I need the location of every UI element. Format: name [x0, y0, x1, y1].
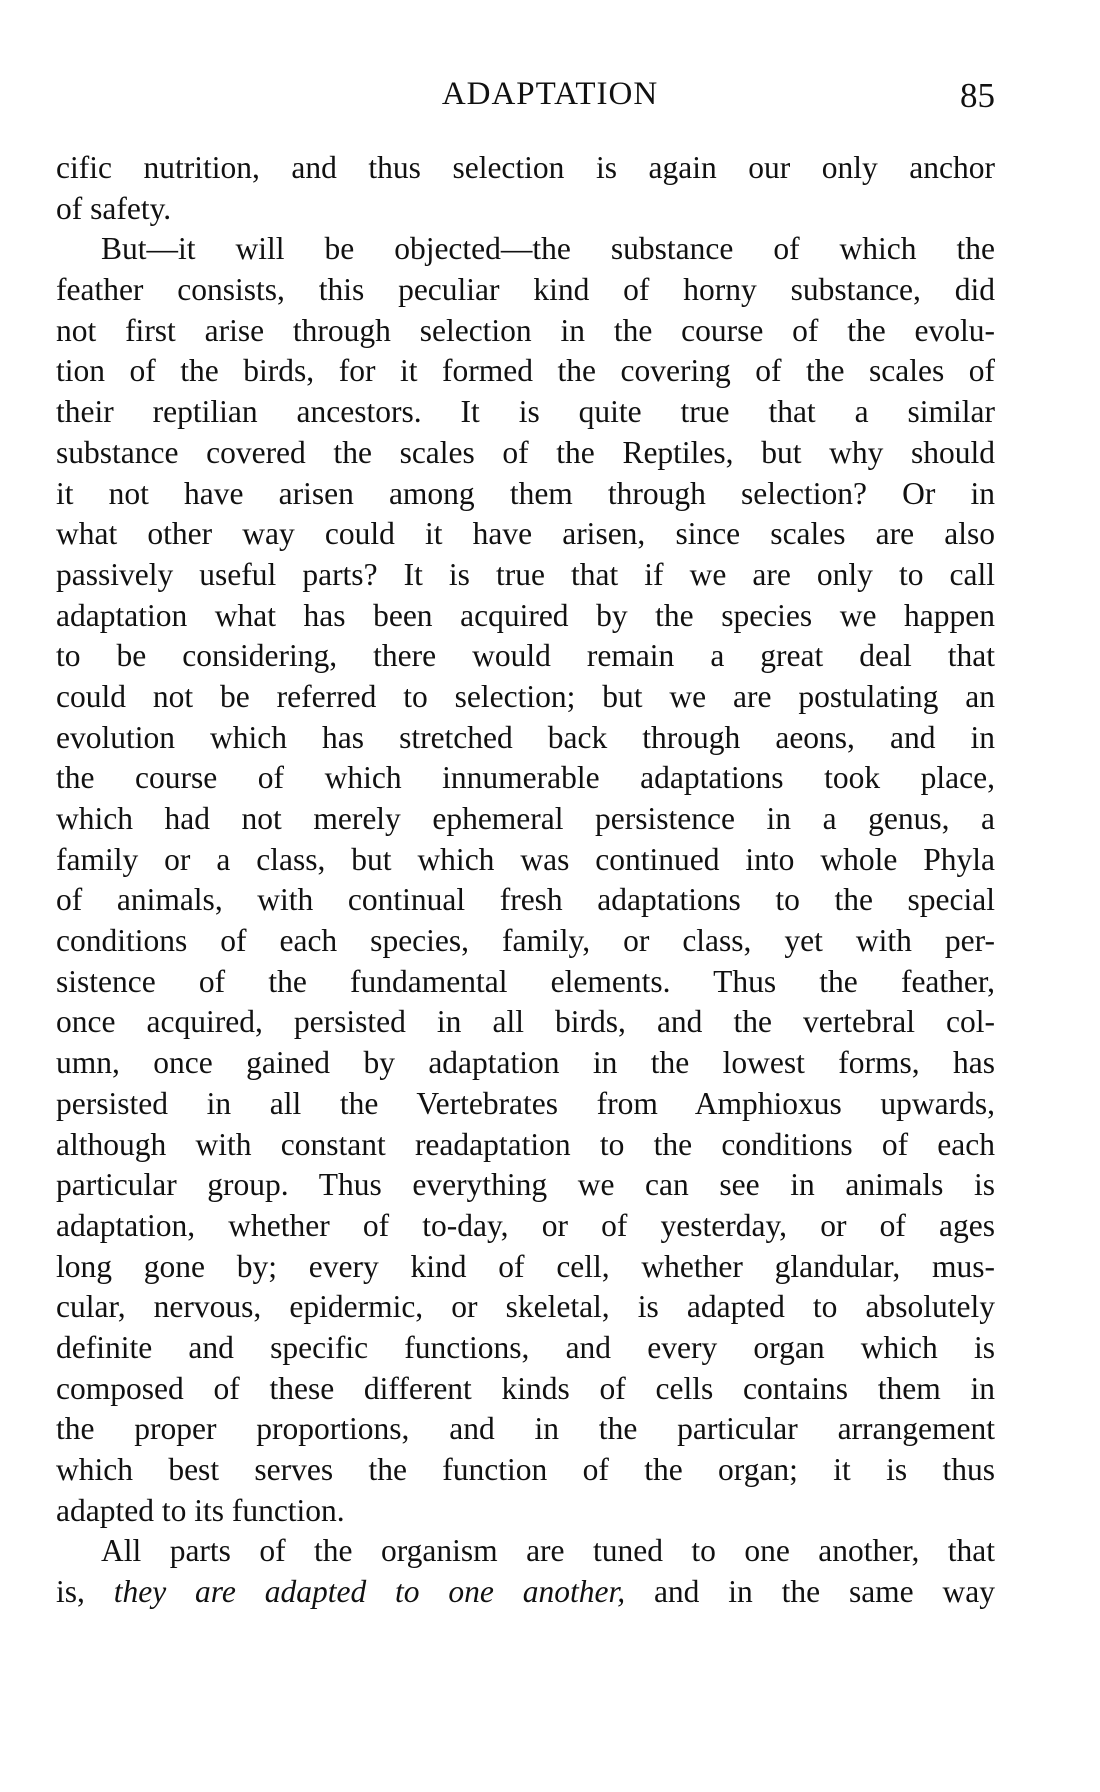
text-line: which best serves the function of the organ; it is thus: [56, 1452, 995, 1487]
text-line: definite and specific functions, and every organ which is: [56, 1329, 995, 1365]
text-line: umn, once gained by adaptation in the lowest forms, has: [56, 1045, 995, 1081]
text-line: the course of which innumerable adaptations took place,: [56, 760, 995, 796]
text-run: and in the same way: [625, 1574, 995, 1610]
text-line: All parts of the organism are tuned to one another, that: [101, 1533, 995, 1569]
text-line: cular, nervous, epidermic, or skeletal, is adapted to absolutely: [56, 1289, 995, 1325]
text-line: adapted to its function.: [56, 1492, 345, 1528]
text-line: adaptation, whether of to-day, or of yesterday, or of ages: [56, 1207, 995, 1243]
text-line: cific nutrition, and thus selection is again our only anchor: [56, 150, 995, 185]
text-line: conditions of each species, family, or class, yet with per-: [56, 923, 995, 959]
text-line: particular group. Thus everything we can see in animals is: [56, 1167, 995, 1203]
text-run: is,: [56, 1574, 114, 1610]
text-line: evolution which has stretched back through aeons, and in: [56, 719, 995, 755]
text-line: adaptation what has been acquired by the species we happen: [56, 597, 995, 633]
text-line: the proper proportions, and in the particular arrangement: [56, 1411, 995, 1447]
text-line: what other way could it have arisen, since scales are also: [56, 516, 995, 552]
text-line: their reptilian ancestors. It is quite true that a similar: [56, 394, 995, 430]
text-line: which had not merely ephemeral persistence in a genus, a: [56, 801, 995, 836]
text-line: [56, 1572, 995, 1613]
text-line: not first arise through selection in the course of the evolu-: [56, 312, 995, 348]
body-text: [56, 148, 995, 1613]
text-line: long gone by; every kind of cell, whether glandular, mus-: [56, 1248, 995, 1284]
text-line: once acquired, persisted in all birds, and the vertebral col-: [56, 1004, 995, 1040]
text-line: family or a class, but which was continued into whole Phyla: [56, 841, 995, 877]
text-line: tion of the birds, for it formed the covering of the scales of: [56, 353, 995, 389]
text-line: feather consists, this peculiar kind of horny substance, did: [56, 272, 995, 308]
text-line: But—it will be objected—the substance of which the: [101, 231, 995, 267]
text-line: although with constant readaptation to the conditions of each: [56, 1126, 995, 1162]
text-line: passively useful parts? It is true that if we are only to call: [56, 556, 995, 592]
text-line: of animals, with continual fresh adaptations to the special: [56, 882, 995, 918]
text-line: it not have arisen among them through selection? Or in: [56, 475, 995, 511]
running-title: ADAPTATION: [441, 76, 659, 112]
running-head: [0, 76, 1100, 126]
text-line: sistence of the fundamental elements. Thus the feather,: [56, 963, 995, 999]
text-line: substance covered the scales of the Reptiles, but why should: [56, 434, 995, 470]
page-number: 85: [960, 76, 995, 115]
emphasized-phrase: they are adapted to one another,: [113, 1574, 626, 1610]
text-line: composed of these different kinds of cells contains them in: [56, 1370, 995, 1406]
text-line: persisted in all the Vertebrates from Amphioxus upwards,: [56, 1085, 995, 1121]
text-line: could not be referred to selection; but we are postulating an: [56, 678, 995, 714]
text-line: of safety.: [56, 190, 172, 226]
text-line: to be considering, there would remain a great deal that: [56, 638, 995, 674]
